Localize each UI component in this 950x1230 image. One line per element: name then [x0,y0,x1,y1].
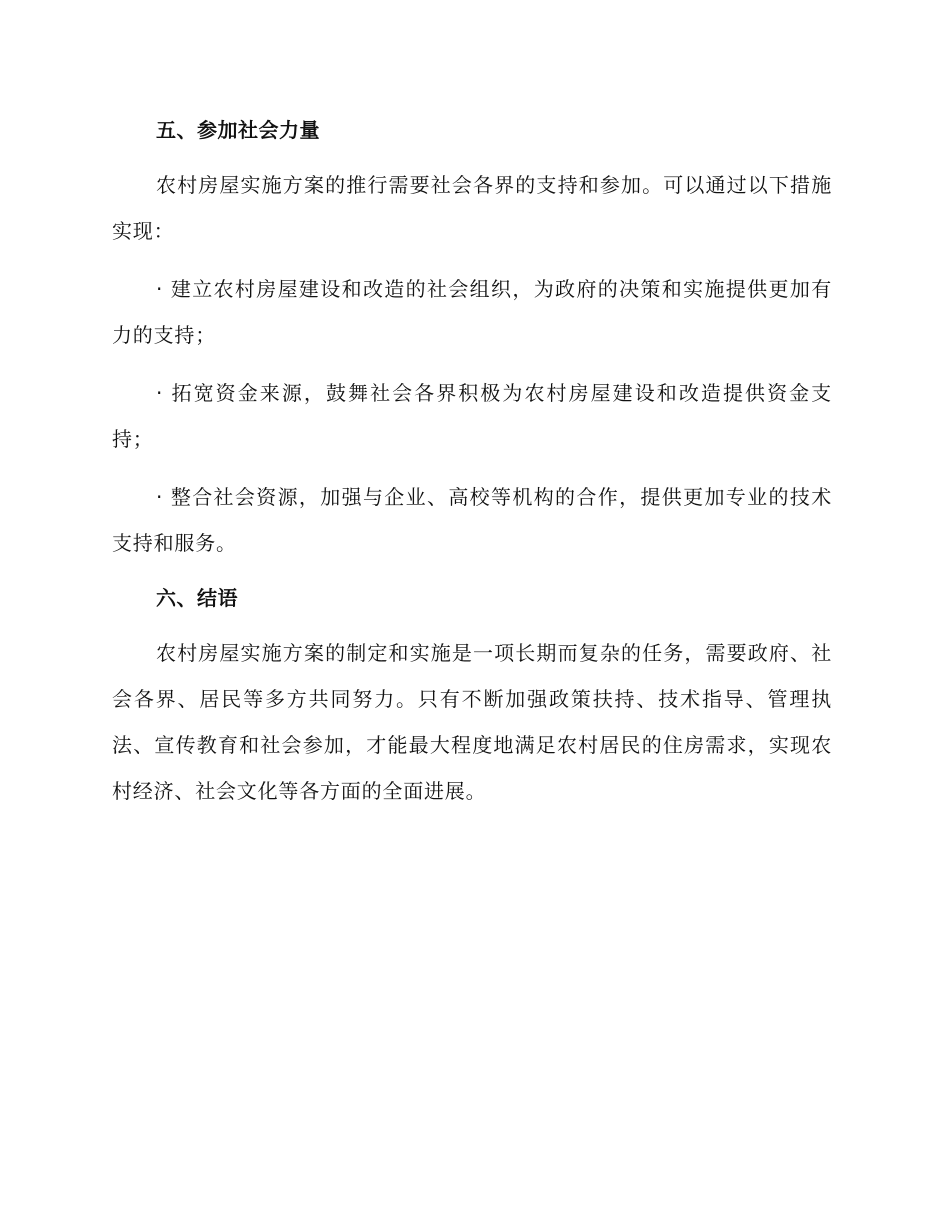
document-content [112,108,832,814]
spacer [112,152,832,162]
spacer [112,254,832,266]
section-intro-paragraph: 农村房屋实施方案的推行需要社会各界的支持和参加。可以通过以下措施实现： [112,173,832,243]
spacer [112,462,832,474]
bullet-item: · 建立农村房屋建设和改造的社会组织，为政府的决策和实施提供更加有力的支持； [112,277,832,347]
section-heading-conclusion: 六、结语 [156,586,238,610]
spacer [112,566,832,576]
section-heading-social-participation: 五、参加社会力量 [156,118,320,142]
bullet-item: · 整合社会资源，加强与企业、高校等机构的合作，提供更加专业的技术支持和服务。 [112,485,832,555]
conclusion-paragraph: 农村房屋实施方案的制定和实施是一项长期而复杂的任务，需要政府、社会各界、居民等多方共同努力。只有不断加强政策扶持、技术指导、管理执法、宣传教育和社会参加，才能最大程度地满足农村居民的住房需求，实现农村经济、社会文化等各方面的全面进展。 [112,641,832,803]
bullet-item: · 拓宽资金来源，鼓舞社会各界积极为农村房屋建设和改造提供资金支持； [112,381,832,451]
spacer [112,620,832,630]
spacer [112,358,832,370]
